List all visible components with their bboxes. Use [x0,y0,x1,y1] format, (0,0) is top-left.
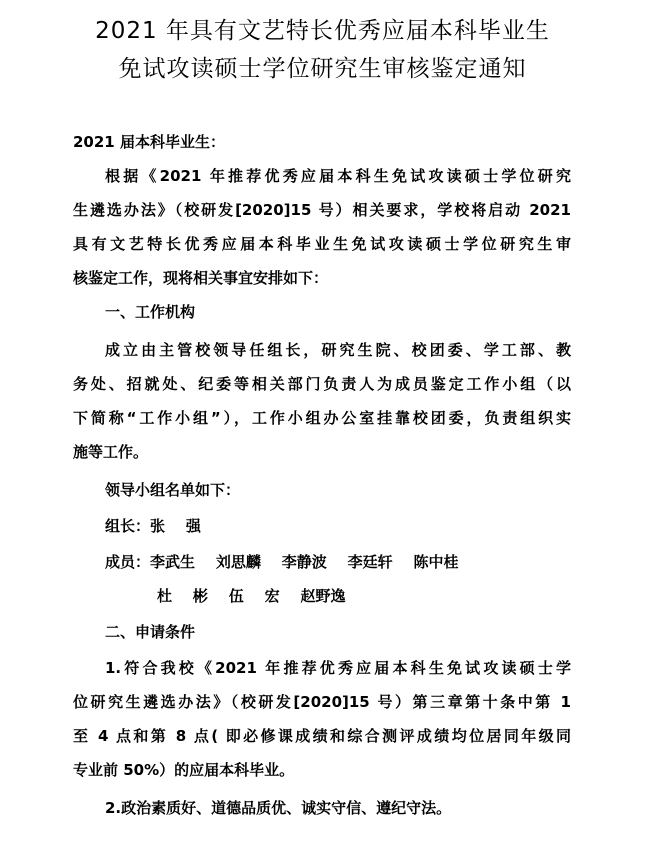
paragraph-line: 务处、招就处、纪委等相关部门负责人为成员鉴定工作小组（以 [73,375,571,393]
paragraph-line: 生遴选办法》（校研发[2020]15 号）相关要求，学校将启动 2021 [73,201,571,219]
salutation: 2021 届本科毕业生： [73,133,225,151]
paragraph-line: 2.政治素质好、道德品质优、诚实守信、遵纪守法。 [105,799,452,817]
paragraph-line: 核鉴定工作，现将相关事宜安排如下： [73,269,329,287]
paragraph-line: 位研究生遴选办法》（校研发[2020]15 号）第三章第十条中第 1 [73,693,571,711]
paragraph-line: 至 4 点和第 8 点( 即必修课成绩和综合测评成绩均位居同年级同 [73,727,571,745]
group-list-heading: 领导小组名单如下： [105,481,241,499]
paragraph-line: 1.符合我校《2021 年推荐优秀应届本科生免试攻读硕士学 [105,659,571,677]
section-heading: 二、申请条件 [105,623,196,641]
document-title-line-1: 2021 年具有文艺特长优秀应届本科毕业生 [95,18,550,44]
group-members-continued: 杜 彬 伍 宏 赵野逸 [157,587,346,605]
group-members: 成员：李武生 刘思麟 李静波 李廷轩 陈中桂 [105,553,459,571]
document-title-line-2: 免试攻读硕士学位研究生审核鉴定通知 [118,56,527,82]
paragraph-line: 具有文艺特长优秀应届本科毕业生免试攻读硕士学位研究生审 [73,235,571,253]
paragraph-line: 下简称“工作小组”），工作小组办公室挂靠校团委，负责组织实 [73,409,571,427]
group-leader: 组长：张 强 [105,517,201,535]
paragraph-line: 根据《2021 年推荐优秀应届本科生免试攻读硕士学位研究 [105,167,571,185]
section-heading: 一、工作机构 [105,303,196,321]
paragraph-line: 施等工作。 [73,443,149,461]
paragraph-line: 专业前 50%）的应届本科毕业。 [73,761,295,779]
paragraph-line: 成立由主管校领导任组长，研究生院、校团委、学工部、教 [105,341,571,359]
